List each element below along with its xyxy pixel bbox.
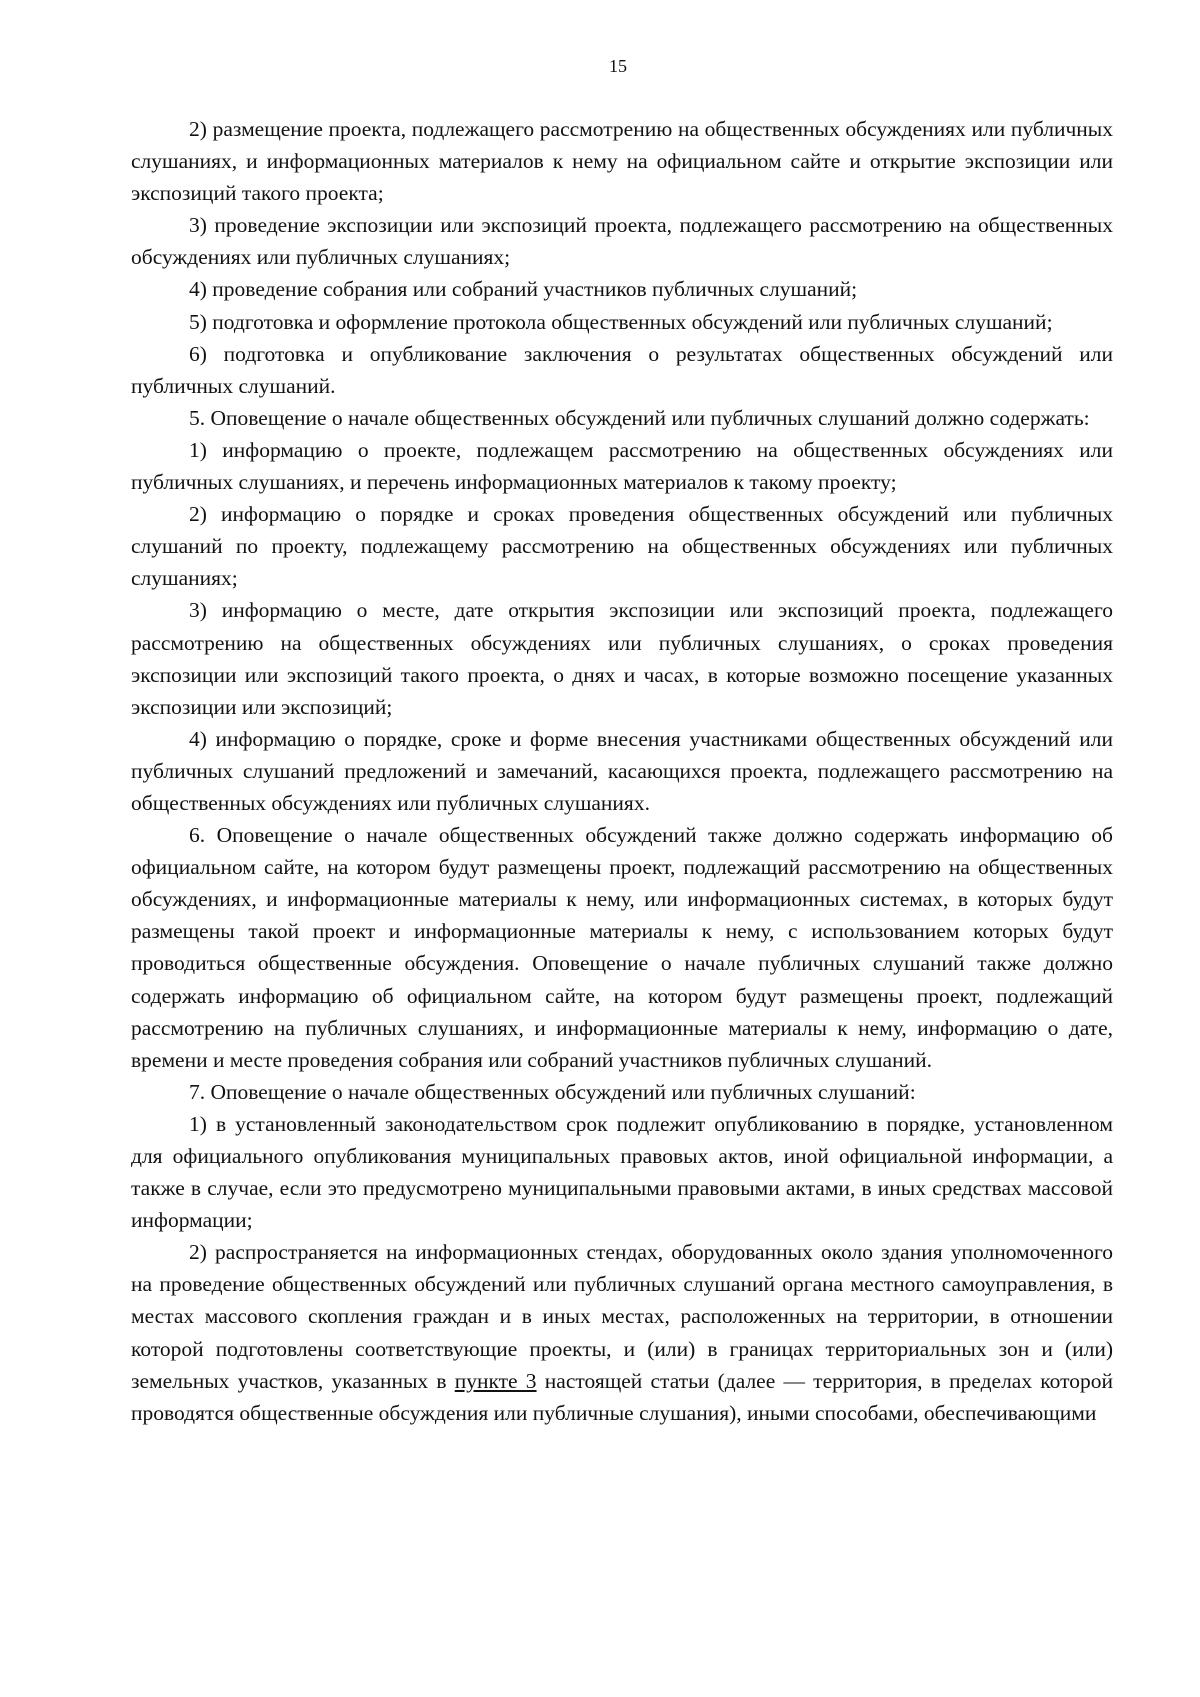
paragraph: 1) информацию о проекте, подлежащем рассмотрению на общественных обсуждениях или публичных слушаниях, и перечень информационных материалов к такому проекту; bbox=[131, 437, 1113, 495]
paragraph: 7. Оповещение о начале общественных обсуждений или публичных слушаний: bbox=[189, 1079, 916, 1104]
paragraph-text-before-link: 2) распространяется на информационных стендах, оборудованных около здания уполномоченного на проведение общественных обсуждений или публичных слушаний органа местного самоуправления, в местах массового скопления граждан и в иных местах, расположенных на территории, в отношении которой подготовлены соответствующие проекты, и (или) в границах территориальных зон и (или) земельных участков, указанных в bbox=[131, 1240, 1113, 1393]
clause-reference-link[interactable]: пункте 3 bbox=[454, 1368, 537, 1393]
paragraph-text-after-link: настоящей статьи (далее — территория, в пределах которой проводятся общественные обсуждения или публичные слушания), иными способами, обеспечивающими bbox=[131, 1368, 1113, 1425]
paragraph: 6. Оповещение о начале общественных обсуждений также должно содержать информацию об официальном сайте, на котором будут размещены проект, подлежащий рассмотрению на общественных обсуждениях, и информационные материалы к нему, или информационных системах, в которых будут размещены такой проект и информационные материалы к нему, с использованием которых будут проводиться общественные обсуждения. Оповещение о начале публичных слушаний также должно содержать информацию об официальном сайте, на котором будут размещены проект, подлежащий рассмотрению на публичных слушаниях, и информационные материалы к нему, информацию о дате, времени и месте проведения собрания или собраний участников публичных слушаний. bbox=[131, 823, 1113, 1072]
paragraph: 4) проведение собрания или собраний участников публичных слушаний; bbox=[189, 277, 858, 302]
document-body bbox=[131, 113, 1113, 1429]
paragraph: 3) проведение экспозиции или экспозиций проекта, подлежащего рассмотрению на общественных обсуждениях или публичных слушаниях; bbox=[131, 213, 1113, 270]
paragraph: 2) информацию о порядке и сроках проведения общественных обсуждений или публичных слушаний по проекту, подлежащему рассмотрению на общественных обсуждениях или публичных слушаниях; bbox=[131, 502, 1113, 591]
paragraph: 5. Оповещение о начале общественных обсуждений или публичных слушаний должно содержать: bbox=[189, 405, 1090, 430]
paragraph: 6) подготовка и опубликование заключения о результатах общественных обсуждений или публичных слушаний. bbox=[131, 341, 1113, 398]
paragraph-with-link bbox=[131, 1236, 1113, 1429]
paragraph: 1) в установленный законодательством срок подлежит опубликованию в порядке, установленном для официального опубликования муниципальных правовых актов, иной официальной информации, а также в случае, если это предусмотрено муниципальными правовыми актами, в иных средствах массовой информации; bbox=[131, 1111, 1113, 1233]
paragraph: 4) информацию о порядке, сроке и форме внесения участниками общественных обсуждений или публичных слушаний предложений и замечаний, касающихся проекта, подлежащего рассмотрению на общественных обсуждениях или публичных слушаниях. bbox=[131, 726, 1113, 815]
paragraph: 5) подготовка и оформление протокола общественных обсуждений или публичных слушаний; bbox=[189, 309, 1053, 334]
paragraph: 3) информацию о месте, дате открытия экспозиции или экспозиций проекта, подлежащего рассмотрению на общественных обсуждениях или публичных слушаниях, о сроках проведения экспозиции или экспозиций такого проекта, о днях и часах, в которые возможно посещение указанных экспозиции или экспозиций; bbox=[131, 598, 1113, 719]
paragraph: 2) размещение проекта, подлежащего рассмотрению на общественных обсуждениях или публичных слушаниях, и информационных материалов к нему на официальном сайте и открытие экспозиции или экспозиций такого проекта; bbox=[131, 117, 1113, 206]
page-number: 15 bbox=[609, 56, 627, 76]
